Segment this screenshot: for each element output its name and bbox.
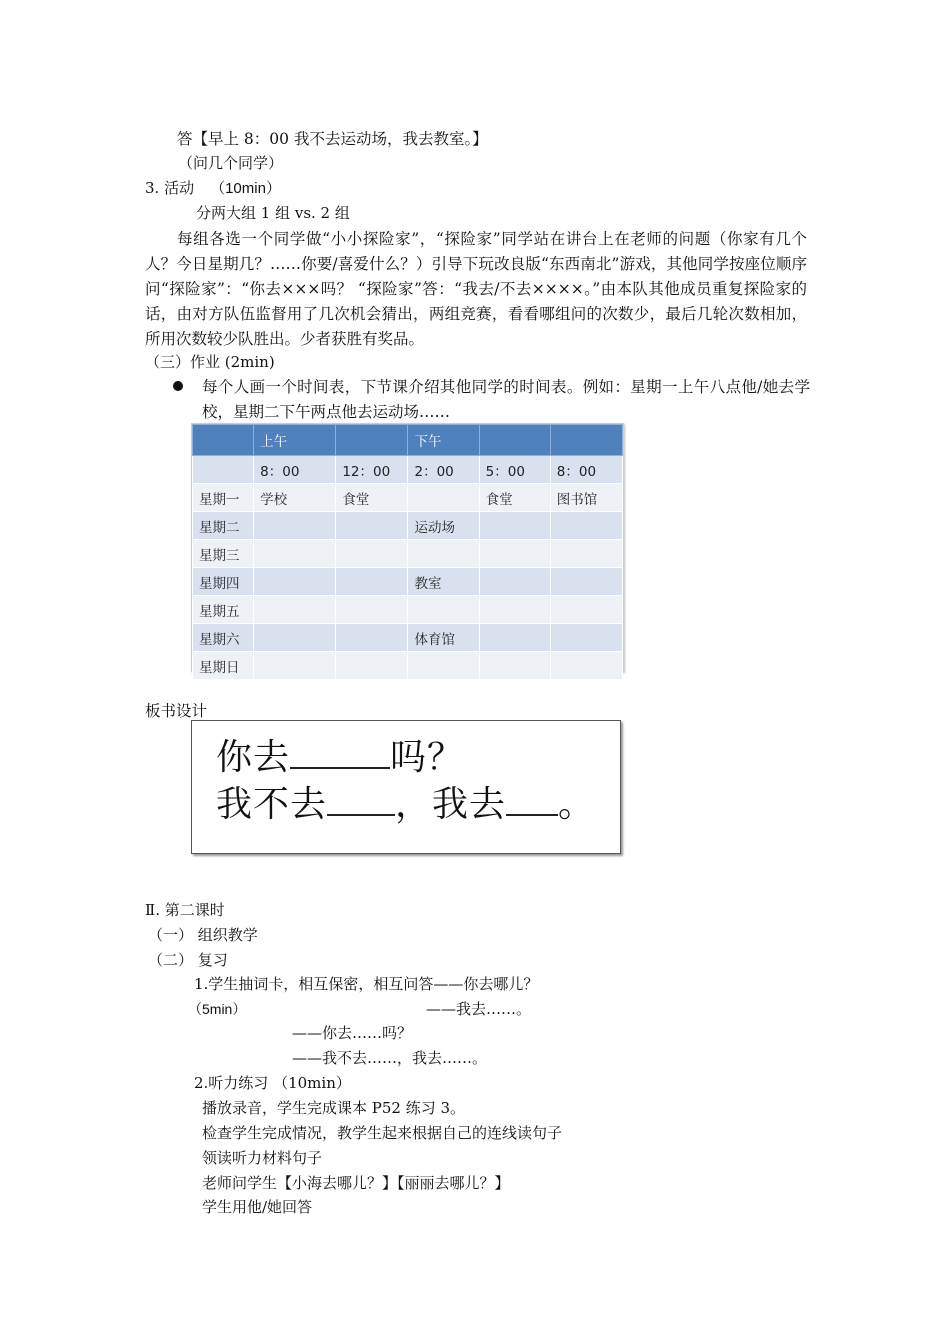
section-organize: （一） 组织教学: [148, 926, 258, 944]
item2-line-5: 学生用他/她回答: [202, 1198, 313, 1216]
schedule-time-row: [193, 456, 623, 484]
schedule-row: [193, 568, 623, 596]
schedule-cell: [479, 512, 550, 540]
board-blank: [290, 737, 390, 769]
answer-line: 答【早上 8：00 我不去运动场，我去教室。】: [177, 130, 488, 148]
dialog-line-1: ——你去……吗？: [292, 1024, 413, 1042]
schedule-row: [193, 484, 623, 512]
schedule-cell: [550, 512, 622, 540]
board-text: 吗？: [390, 737, 465, 778]
board-text: ，我去: [395, 784, 507, 825]
schedule-cell: [254, 540, 336, 568]
schedule-cell: [408, 540, 479, 568]
item2-line-1: 播放录音，学生完成课本 P52 练习 3。: [202, 1099, 466, 1117]
schedule-header-cell: 下午: [408, 425, 479, 456]
schedule-cell: [479, 540, 550, 568]
activity-heading: [145, 178, 281, 199]
schedule-cell: 星期四: [193, 568, 254, 596]
board-text: 。: [558, 784, 596, 825]
schedule-cell: 星期六: [193, 624, 254, 652]
item1-time: （5min）: [188, 1001, 247, 1017]
schedule-cell: [479, 568, 550, 596]
schedule-cell: [254, 652, 336, 680]
schedule-cell: 星期五: [193, 596, 254, 624]
schedule-cell: 食堂: [336, 484, 408, 512]
schedule-cell: [550, 652, 622, 680]
schedule-row: [193, 596, 623, 624]
activity-paragraph-text: 每组各选一个同学做“小小探险家”，“探险家”同学站在讲台上在老师的问题（你家有几个人？今日星期几？……你要/喜爱什么？）引导下玩改良版“东西南北”游戏，其他同学按座位顺序问“探险家”：“你去×××吗？ “探险家”答：“我去/不去××××。”由本队其他成员重复探险家的话，由对方队伍监督用了几次机会猜出，两组竞赛，看看哪组问的次数少，最后几轮次数相加，所用次数较少队胜出。少者获胜有奖品。: [145, 230, 807, 348]
item1-answer: ——我去……。: [426, 1000, 532, 1018]
dialog-line-2: ——我不去……，我去……。: [292, 1049, 488, 1067]
board-blank: [506, 784, 558, 816]
board-text: 我不去: [216, 784, 328, 825]
item2-line-4: 老师问学生【小海去哪儿？】【丽丽去哪儿？】: [202, 1174, 510, 1192]
schedule-cell: [550, 624, 622, 652]
schedule-cell: 2：00: [408, 456, 479, 484]
schedule-header-cell: [336, 425, 408, 456]
schedule-cell: [254, 568, 336, 596]
schedule-cell: [408, 652, 479, 680]
schedule-cell: [336, 512, 408, 540]
schedule-cell: [479, 652, 550, 680]
schedule-cell: [336, 652, 408, 680]
schedule-cell: 星期三: [193, 540, 254, 568]
item1-text: 1.学生抽词卡，相互保密，相互问答——你去哪儿？: [194, 975, 539, 993]
activity-heading-label: 3. 活动: [145, 179, 195, 197]
schedule-header-cell: [550, 425, 622, 456]
schedule-row: [193, 540, 623, 568]
bullet-icon: [173, 381, 183, 391]
homework-bullet-text: 每个人画一个时间表，下节课介绍其他同学的时间表。例如：星期一上午八点他/她去学校，星期二下午两点他去运动场……: [202, 378, 810, 421]
item2-line-2: 检查学生完成情况，教学生起来根据自己的连线读句子: [202, 1124, 563, 1142]
schedule-cell: [336, 568, 408, 596]
homework-heading: （三）作业 (2min): [145, 353, 275, 371]
schedule-cell: 星期日: [193, 652, 254, 680]
board-line-1: [216, 737, 464, 778]
item2-line-3: 领读听力材料句子: [202, 1149, 323, 1167]
ask-several-line: （问几个同学）: [178, 154, 284, 172]
schedule-cell: [408, 596, 479, 624]
schedule-cell: 星期二: [193, 512, 254, 540]
schedule-cell: 5：00: [479, 456, 550, 484]
schedule-row: [193, 624, 623, 652]
board-heading: 板书设计: [145, 702, 208, 720]
schedule-cell: 8：00: [254, 456, 336, 484]
section-review: （二） 复习: [148, 951, 228, 969]
schedule-cell: 星期一: [193, 484, 254, 512]
schedule-cell: 图书馆: [550, 484, 622, 512]
schedule-cell: [254, 624, 336, 652]
schedule-cell: [479, 596, 550, 624]
schedule-cell: [336, 540, 408, 568]
schedule-cell: [408, 484, 479, 512]
schedule-cell: 12：00: [336, 456, 408, 484]
schedule-cell: [254, 596, 336, 624]
schedule-row: [193, 652, 623, 680]
schedule-header-cell: [193, 425, 254, 456]
schedule-cell: [550, 596, 622, 624]
schedule-cell: 运动场: [408, 512, 479, 540]
schedule-row: [193, 512, 623, 540]
board-design-box: [191, 720, 621, 854]
schedule-cell: [336, 624, 408, 652]
schedule-cell: 8：00: [550, 456, 622, 484]
schedule-table: [191, 423, 624, 676]
schedule-cell: [336, 596, 408, 624]
groups-line: 分两大组 1 组 vs. 2 组: [196, 204, 350, 222]
schedule-cell: 食堂: [479, 484, 550, 512]
schedule-cell: [550, 540, 622, 568]
schedule-cell: [254, 512, 336, 540]
schedule-cell: 学校: [254, 484, 336, 512]
schedule-cell: [550, 568, 622, 596]
schedule-header-cell: 上午: [254, 425, 336, 456]
activity-paragraph: [145, 227, 807, 352]
board-text: 你去: [216, 737, 291, 778]
schedule-cell: 教室: [408, 568, 479, 596]
schedule-cell: 体育馆: [408, 624, 479, 652]
lesson2-heading: Ⅱ. 第二课时: [145, 901, 225, 919]
board-blank: [327, 784, 395, 816]
schedule-cell: [479, 624, 550, 652]
board-line-2: [216, 784, 595, 825]
activity-time: （10min）: [210, 180, 281, 197]
schedule-header-cell: [479, 425, 550, 456]
item2-heading: 2.听力练习 （10min）: [194, 1074, 351, 1092]
schedule-header-row: [193, 425, 623, 456]
schedule-cell: [193, 456, 254, 484]
